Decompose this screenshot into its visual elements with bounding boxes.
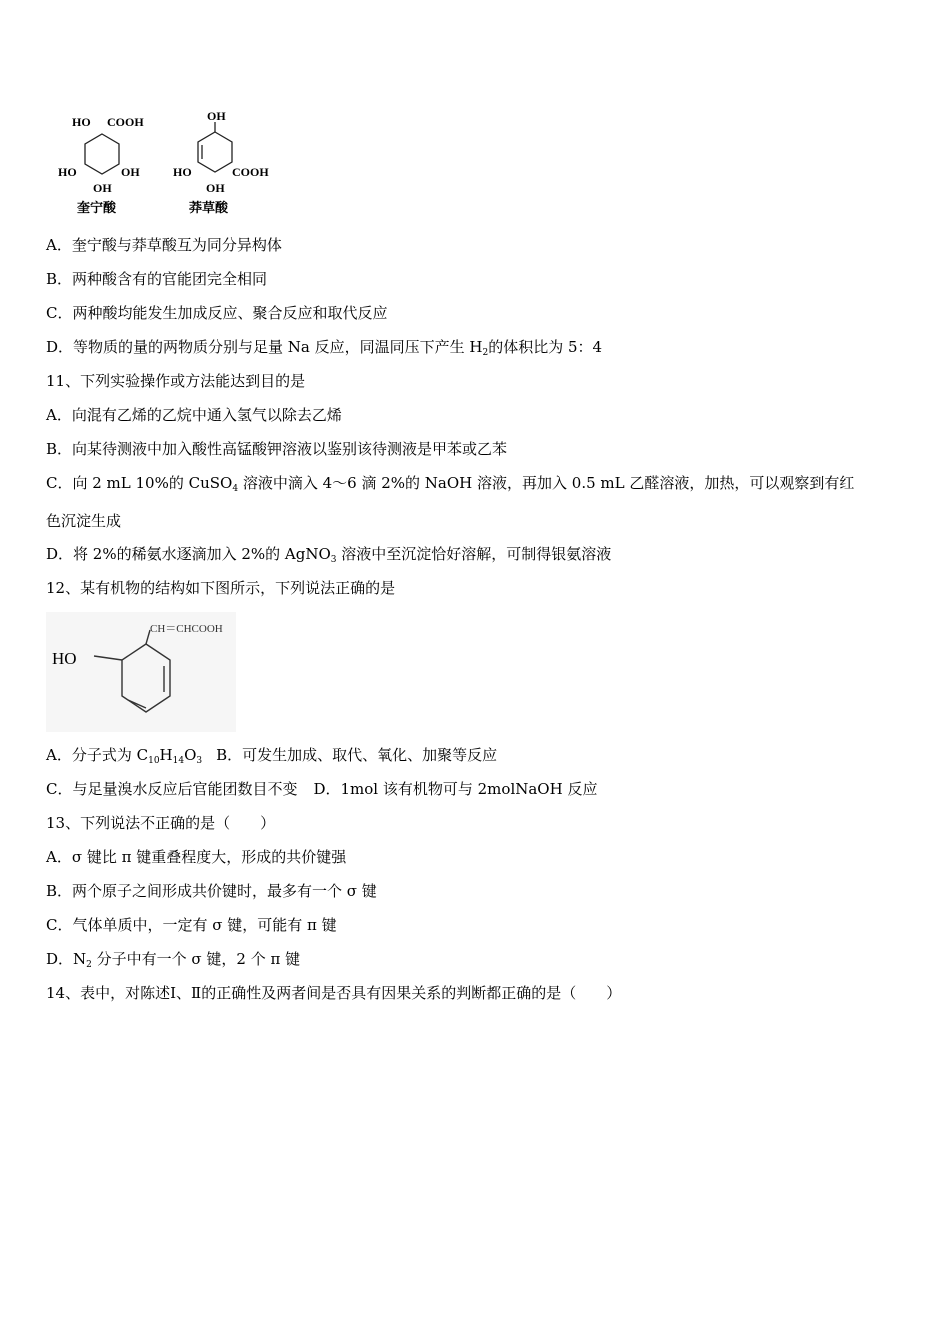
quinic-ho-top: HO (72, 115, 91, 129)
q10-option-d (46, 336, 602, 364)
q12-option-a-sub3: 3 (196, 756, 203, 766)
q11-option-d-text: D．将 2%的稀氨水逐滴加入 2%的 AgNO (46, 545, 331, 563)
q13-option-d (46, 948, 300, 976)
quinic-shikimic-figure (55, 108, 285, 220)
q11-option-b: B．向某待测液中加入酸性高锰酸钾溶液以鉴别该待测液是甲苯或乙苯 (46, 440, 508, 458)
quinic-acid-label: 奎宁酸 (77, 200, 117, 215)
shikimic-oh-top: OH (207, 109, 226, 123)
q12-option-a-o: O (184, 746, 197, 764)
q12-option-a-sub2: 14 (172, 756, 185, 766)
quinic-oh-right: OH (121, 165, 140, 179)
q12-option-a-text: A．分子式为 C (46, 746, 149, 764)
shikimic-acid-structure (198, 122, 232, 172)
q12-fig-chain: CH＝CHCOOH (150, 623, 223, 635)
quinic-ho-left: HO (58, 165, 77, 179)
q12-options-ab (46, 744, 497, 772)
q10-option-d-text2: 的体积比为 5：4 (488, 338, 603, 356)
q13-option-d-sub: 2 (86, 960, 92, 970)
q10-option-d-text: D．等物质的量的两物质分别与足量 Na 反应，同温同压下产生 H (46, 338, 483, 356)
q12-option-d: D．1mol 该有机物可与 2molNaOH 反应 (313, 780, 598, 798)
q13-option-d-text2: 分子中有一个 σ 键，2 个 π 键 (91, 950, 301, 968)
q12-options-cd (46, 778, 597, 800)
shikimic-cooh: COOH (232, 165, 269, 179)
q12-option-a-sub1: 10 (148, 756, 160, 766)
q11-option-c-sub: 4 (232, 484, 239, 494)
q12-structure-figure (46, 612, 236, 732)
quinic-oh-bottom: OH (93, 181, 112, 195)
q11-option-c-cont: 色沉淀生成 (46, 512, 122, 530)
q11-option-c-text: C．向 2 mL 10%的 CuSO (46, 474, 233, 492)
q11-option-c-text2: 溶液中滴入 4～6 滴 2%的 NaOH 溶液，再加入 0.5 mL 乙醛溶液，加热，可以观察到有红 (238, 474, 855, 492)
quinic-cooh: COOH (107, 115, 144, 129)
q11-option-d-sub: 3 (330, 555, 337, 565)
q14-stem: 14、表中，对陈述Ⅰ、Ⅱ的正确性及两者间是否具有因果关系的判断都正确的是（ ） (46, 984, 622, 1002)
q10-option-d-sub: 2 (482, 348, 489, 358)
quinic-acid-structure (85, 134, 119, 174)
q12-fig-ho: HO (52, 649, 77, 668)
shikimic-oh-bottom: OH (206, 181, 225, 195)
q11-option-c (46, 472, 854, 500)
shikimic-ho-left: HO (173, 165, 192, 179)
q13-stem: 13、下列说法不正确的是（ ） (46, 814, 276, 832)
q10-option-c: C．两种酸均能发生加成反应、聚合反应和取代反应 (46, 304, 388, 322)
q12-option-c: C．与足量溴水反应后官能团数目不变 (46, 780, 298, 798)
q12-stem: 12、某有机物的结构如下图所示，下列说法正确的是 (46, 579, 396, 597)
q13-option-a: A．σ 键比 π 键重叠程度大，形成的共价键强 (46, 848, 347, 866)
q13-option-b: B．两个原子之间形成共价键时，最多有一个 σ 键 (46, 882, 377, 900)
shikimic-acid-label: 莽草酸 (189, 200, 229, 215)
q11-option-d-text2: 溶液中至沉淀恰好溶解，可制得银氨溶液 (336, 545, 612, 563)
q10-option-a: A．奎宁酸与莽草酸互为同分异构体 (46, 236, 282, 254)
q11-option-a: A．向混有乙烯的乙烷中通入氢气以除去乙烯 (46, 406, 342, 424)
q10-option-b: B．两种酸含有的官能团完全相同 (46, 270, 268, 288)
q11-option-d (46, 543, 611, 571)
q12-option-a-h: H (159, 746, 173, 764)
q13-option-c: C．气体单质中，一定有 σ 键，可能有 π 键 (46, 916, 337, 934)
q12-option-b: B．可发生加成、取代、氧化、加聚等反应 (216, 746, 498, 764)
q11-stem: 11、下列实验操作或方法能达到目的是 (46, 372, 306, 390)
q13-option-d-text: D．N (46, 950, 87, 968)
